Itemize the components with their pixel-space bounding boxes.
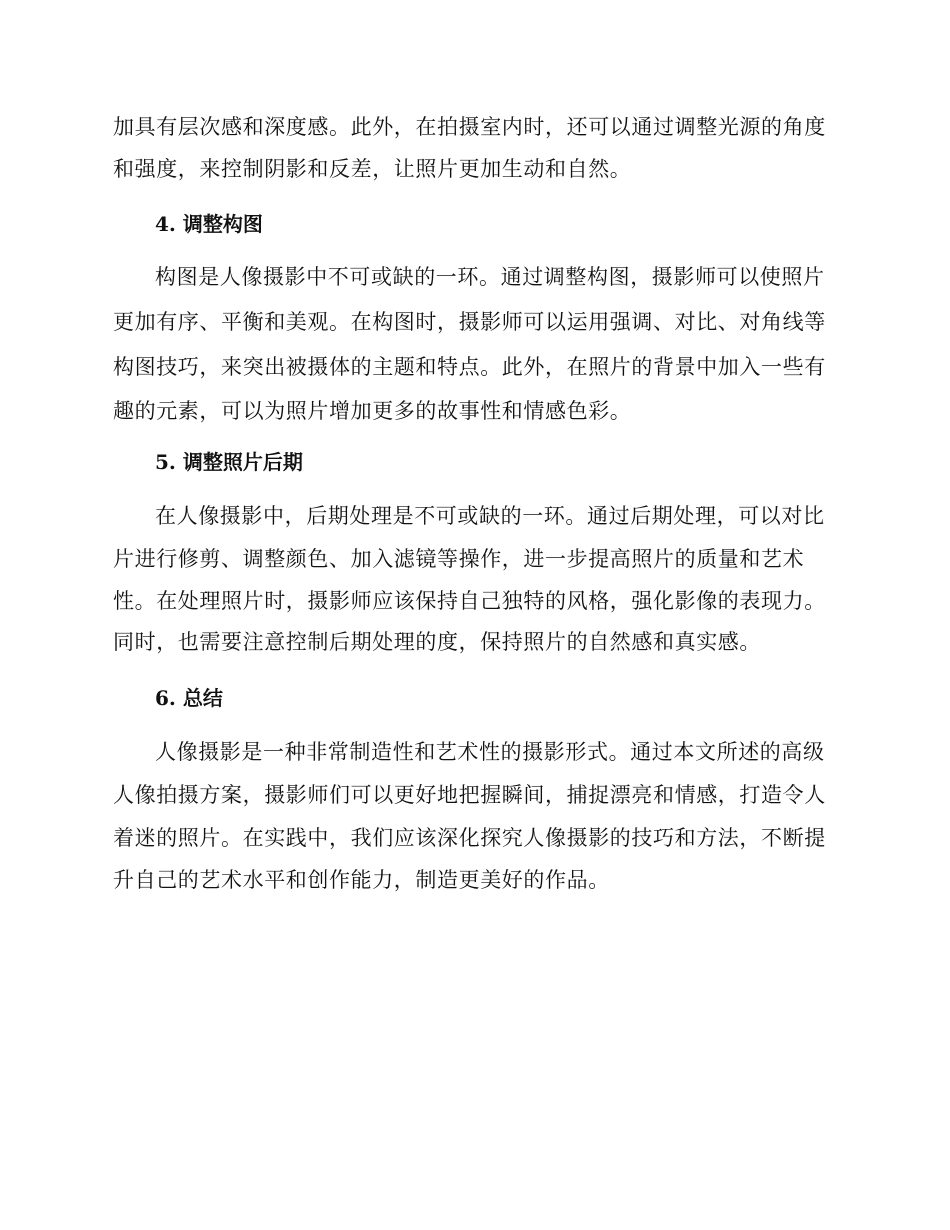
paragraph-line: 人像摄影是一种非常制造性和艺术性的摄影形式。通过本文所述的高级 xyxy=(155,740,825,764)
paragraph-line: 片进行修剪、调整颜色、加入滤镜等操作，进一步提高照片的质量和艺术 xyxy=(113,547,805,571)
paragraph-line: 趣的元素，可以为照片增加更多的故事性和情感色彩。 xyxy=(113,399,632,423)
paragraph-line: 人像拍摄方案，摄影师们可以更好地把握瞬间，捕捉漂亮和情感，打造令人 xyxy=(113,783,826,807)
paragraph-line: 更加有序、平衡和美观。在构图时，摄影师可以运用强调、对比、对角线等 xyxy=(113,310,826,334)
section-heading-6: 6. 总结 xyxy=(155,686,223,710)
section-heading-4: 4. 调整构图 xyxy=(155,212,263,236)
paragraph-line: 升自己的艺术水平和创作能力，制造更美好的作品。 xyxy=(113,868,610,892)
paragraph-line: 构图技巧，来突出被摄体的主题和特点。此外，在照片的背景中加入一些有 xyxy=(113,355,826,379)
paragraph-line: 和强度，来控制阴影和反差，让照片更加生动和自然。 xyxy=(113,157,632,181)
paragraph-line: 构图是人像摄影中不可或缺的一环。通过调整构图，摄影师可以使照片 xyxy=(155,265,825,289)
paragraph-line: 在人像摄影中，后期处理是不可或缺的一环。通过后期处理，可以对比 xyxy=(155,504,825,528)
paragraph-line: 着迷的照片。在实践中，我们应该深化探究人像摄影的技巧和方法，不断提 xyxy=(113,826,826,850)
paragraph-line: 加具有层次感和深度感。此外，在拍摄室内时，还可以通过调整光源的角度 xyxy=(113,115,826,139)
paragraph-line: 同时，也需要注意控制后期处理的度，保持照片的自然感和真实感。 xyxy=(113,630,761,654)
section-heading-5: 5. 调整照片后期 xyxy=(155,450,303,474)
paragraph-line: 性。在处理照片时，摄影师应该保持自己独特的风格，强化影像的表现力。 xyxy=(113,589,826,613)
